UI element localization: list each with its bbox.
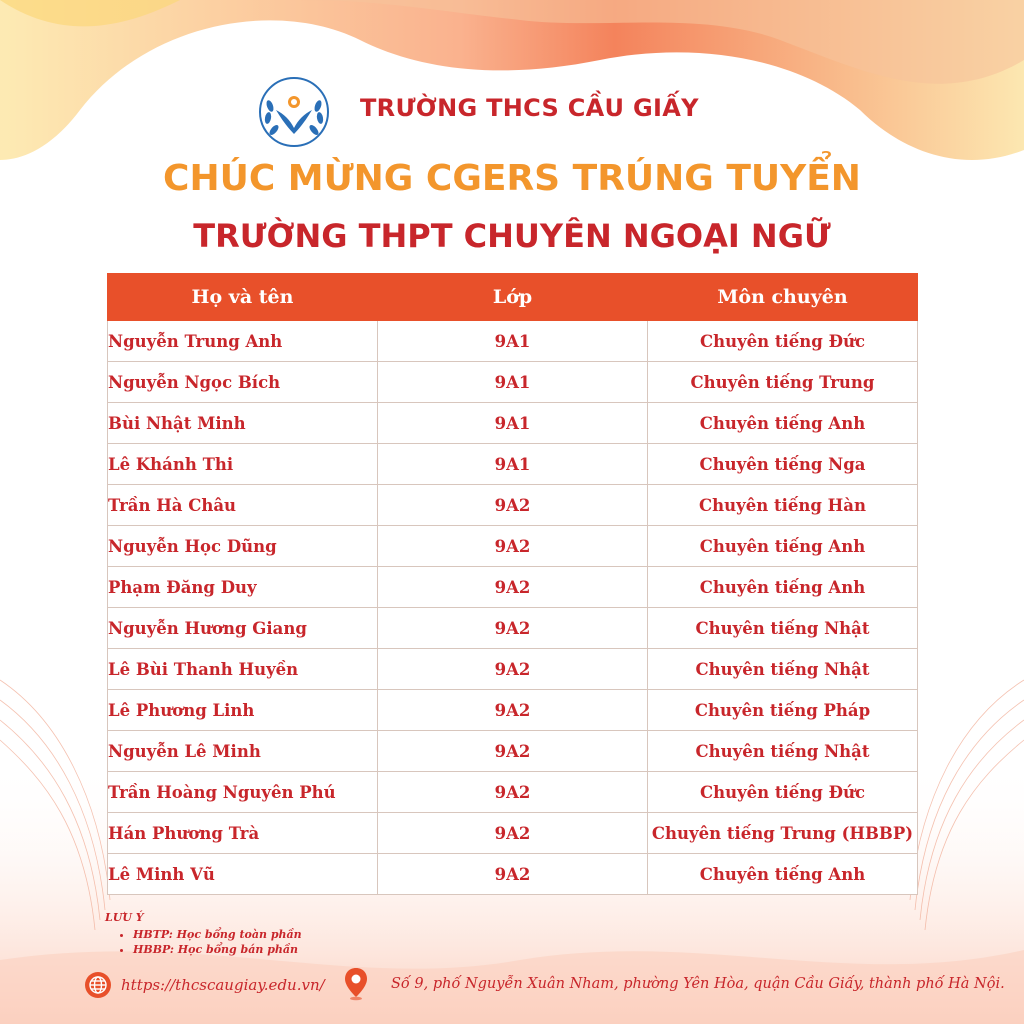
globe-icon (84, 971, 112, 999)
student-major: Chuyên tiếng Trung (648, 362, 918, 403)
table-row (108, 362, 918, 403)
table-row (108, 403, 918, 444)
table-row (108, 649, 918, 690)
student-class: 9A2 (378, 690, 648, 731)
student-name: Trần Hà Châu (108, 485, 378, 526)
student-name: Nguyễn Hương Giang (108, 608, 378, 649)
table-row (108, 772, 918, 813)
note-item: • HBBP: Học bổng bán phần (133, 942, 302, 957)
student-name: Trần Hoàng Nguyên Phú (108, 772, 378, 813)
student-major: Chuyên tiếng Nhật (648, 608, 918, 649)
student-name: Lê Khánh Thi (108, 444, 378, 485)
student-class: 9A2 (378, 813, 648, 854)
student-name: Nguyễn Học Dũng (108, 526, 378, 567)
note-item: • HBTP: Học bổng toàn phần (133, 927, 302, 942)
student-class: 9A1 (378, 444, 648, 485)
table-row (108, 854, 918, 895)
student-class: 9A2 (378, 526, 648, 567)
student-class: 9A2 (378, 485, 648, 526)
note-title: LƯU Ý (105, 911, 144, 924)
student-class: 9A2 (378, 608, 648, 649)
student-major: Chuyên tiếng Trung (HBBP) (648, 813, 918, 854)
student-major: Chuyên tiếng Nga (648, 444, 918, 485)
table-row (108, 567, 918, 608)
student-class: 9A2 (378, 567, 648, 608)
table-header-row (108, 274, 918, 321)
table-row (108, 813, 918, 854)
student-major: Chuyên tiếng Anh (648, 567, 918, 608)
header-class: Lớp (378, 274, 648, 321)
student-name: Lê Phương Linh (108, 690, 378, 731)
header-name: Họ và tên (108, 274, 378, 321)
student-class: 9A1 (378, 403, 648, 444)
student-major: Chuyên tiếng Anh (648, 854, 918, 895)
table-row (108, 444, 918, 485)
student-name: Nguyễn Ngọc Bích (108, 362, 378, 403)
table-row (108, 731, 918, 772)
note-list (105, 927, 302, 957)
student-name: Nguyễn Trung Anh (108, 321, 378, 362)
note-box (105, 911, 302, 957)
headline-congratulations: CHÚC MỪNG CGERS TRÚNG TUYỂN (163, 158, 861, 199)
school-address: Số 9, phố Nguyễn Xuân Nham, phường Yên Hòa, quận Cầu Giấy, thành phố Hà Nội. (391, 976, 1005, 992)
student-class: 9A2 (378, 731, 648, 772)
student-name: Bùi Nhật Minh (108, 403, 378, 444)
student-name: Lê Minh Vũ (108, 854, 378, 895)
table-row (108, 485, 918, 526)
student-class: 9A2 (378, 854, 648, 895)
table-row (108, 690, 918, 731)
school-logo-icon (258, 76, 330, 148)
student-name: Nguyễn Lê Minh (108, 731, 378, 772)
student-name: Hán Phương Trà (108, 813, 378, 854)
student-class: 9A2 (378, 649, 648, 690)
student-major: Chuyên tiếng Anh (648, 526, 918, 567)
headline-school: TRƯỜNG THPT CHUYÊN NGOẠI NGỮ (193, 217, 831, 255)
student-name: Lê Bùi Thanh Huyền (108, 649, 378, 690)
table-row (108, 526, 918, 567)
admission-table (107, 273, 918, 895)
student-major: Chuyên tiếng Pháp (648, 690, 918, 731)
location-pin-icon (343, 967, 369, 1001)
student-major: Chuyên tiếng Nhật (648, 649, 918, 690)
student-major: Chuyên tiếng Anh (648, 403, 918, 444)
table-row (108, 321, 918, 362)
student-major: Chuyên tiếng Hàn (648, 485, 918, 526)
student-class: 9A1 (378, 362, 648, 403)
school-name: TRƯỜNG THCS CẦU GIẤY (360, 94, 699, 122)
student-name: Phạm Đăng Duy (108, 567, 378, 608)
header-major: Môn chuyên (648, 274, 918, 321)
student-class: 9A2 (378, 772, 648, 813)
website-link[interactable]: https://thcscaugiay.edu.vn/ (121, 976, 325, 994)
student-class: 9A1 (378, 321, 648, 362)
table-row (108, 608, 918, 649)
student-major: Chuyên tiếng Đức (648, 772, 918, 813)
student-major: Chuyên tiếng Đức (648, 321, 918, 362)
student-major: Chuyên tiếng Nhật (648, 731, 918, 772)
